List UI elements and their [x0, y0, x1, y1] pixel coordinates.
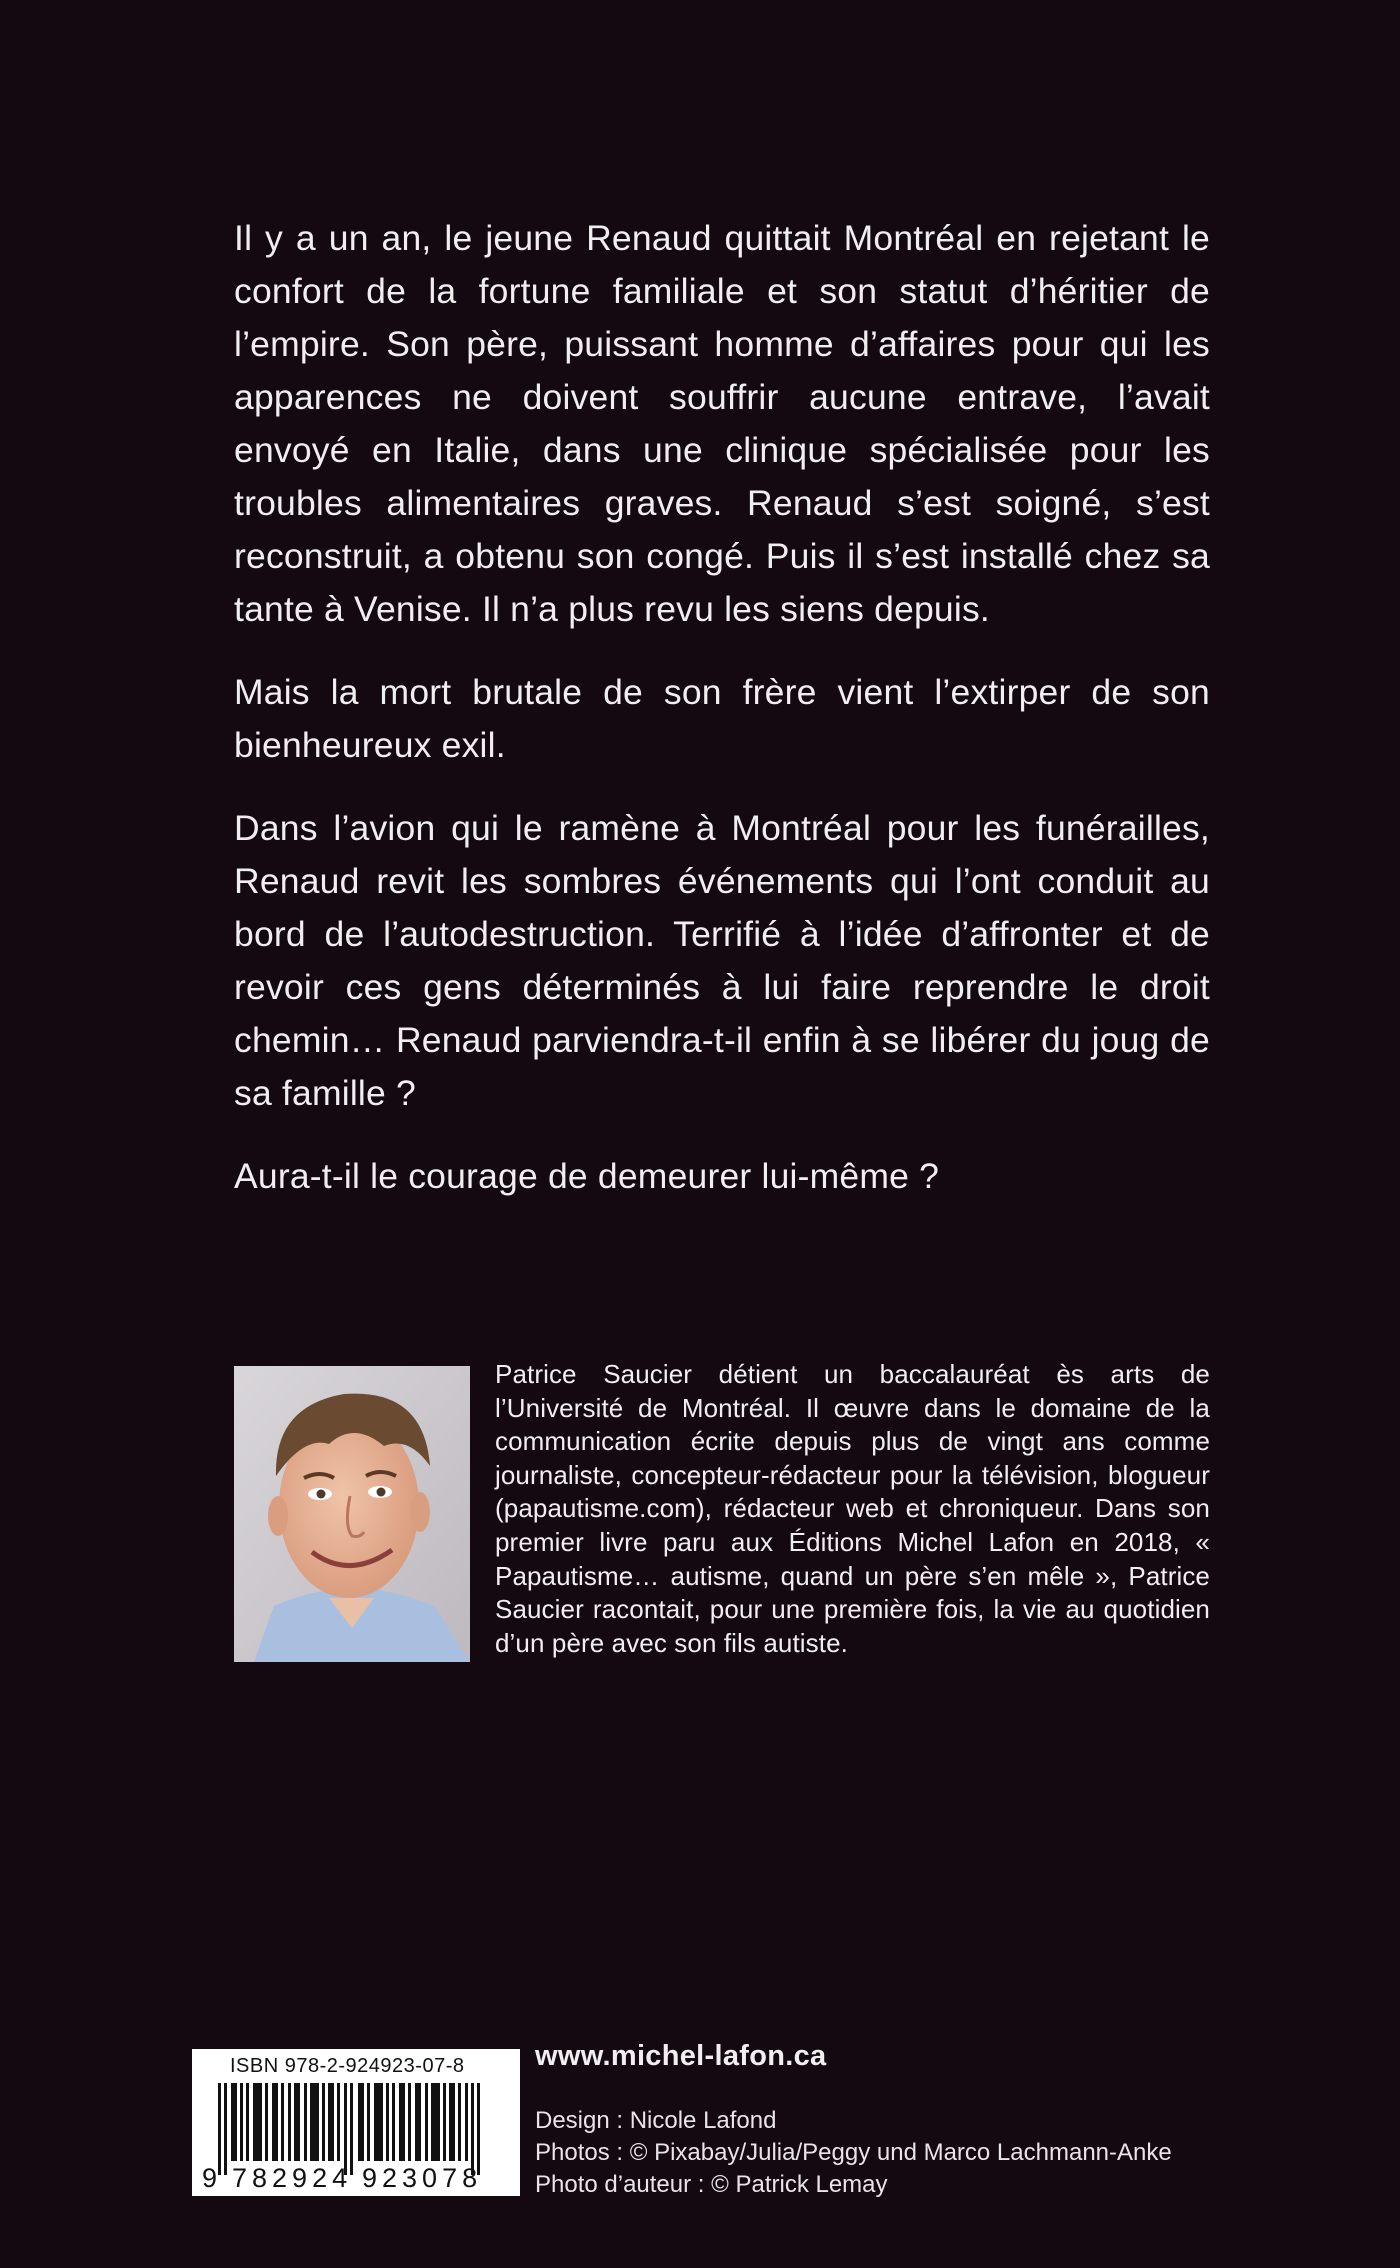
barcode-bars-icon — [218, 2083, 494, 2175]
blurb-paragraph-2: Mais la mort brutale de son frère vient l’extirper de son bienheureux exil. — [234, 672, 1210, 765]
design-credit: Design : Nicole Lafond — [535, 2107, 777, 2134]
blurb-paragraph-3: Dans l’avion qui le ramène à Montréal pour les funérailles, Renaud revit les sombres événements qui l’ont conduit au bord de l’autodestruction. Terrifié à l’idée d’affronter et de revoir ces gens déterminés à lui faire reprendre le droit chemin… Renaud parviendra-t-il enfin à se libérer du joug de sa famille ? — [234, 808, 1210, 1113]
publisher-website: www.michel-lafon.ca — [535, 2040, 827, 2072]
blurb-paragraph-1: Il y a un an, le jeune Renaud quittait Montréal en rejetant le confort de la fortune familiale et son statut d’héritier de l’empire. Son père, puissant homme d’affaires pour qui les apparences ne doivent souffrir aucune entrave, l’avait envoyé en Italie, dans une clinique spécialisée pour les troubles alimentaires graves. Renaud s’est soigné, s’est reconstruit, a obtenu son congé. Puis il s’est installé chez sa tante à Venise. Il n’a plus revu les siens depuis. — [234, 218, 1210, 629]
back-cover-blurb — [234, 212, 1210, 1233]
isbn-barcode — [192, 2049, 520, 2196]
blurb-paragraph-4: Aura-t-il le courage de demeurer lui-même ? — [234, 1156, 940, 1196]
author-section — [234, 1359, 1210, 1664]
credits — [535, 2105, 1172, 2201]
author-photo — [234, 1366, 470, 1662]
author-bio: Patrice Saucier détient un baccalauréat ès arts de l’Université de Montréal. Il œuvre dans le domaine de la communication écrite depuis plus de vingt ans comme journaliste, concepteur-rédacteur pour la télévision, blogueur (papautisme.com), rédacteur web et chroniqueur. Dans son premier livre paru aux Éditions Michel Lafon en 2018, « Papautisme… autisme, quand un père s’en mêle », Patrice Saucier racontait, pour une première fois, la vie au quotidien d’un père avec son fils autiste. — [495, 1359, 1210, 1658]
barcode-lead-digit: 9 — [202, 2163, 218, 2193]
isbn-number: ISBN 978-2-924923-07-8 — [230, 2055, 465, 2077]
photos-credit: Photos : © Pixabay/Julia/Peggy und Marco Lachmann-Anke — [535, 2139, 1172, 2166]
author-photo-credit: Photo d’auteur : © Patrick Lemay — [535, 2171, 888, 2198]
barcode-right-group: 923078 — [362, 2163, 483, 2193]
barcode-left-group: 782924 — [232, 2163, 353, 2193]
